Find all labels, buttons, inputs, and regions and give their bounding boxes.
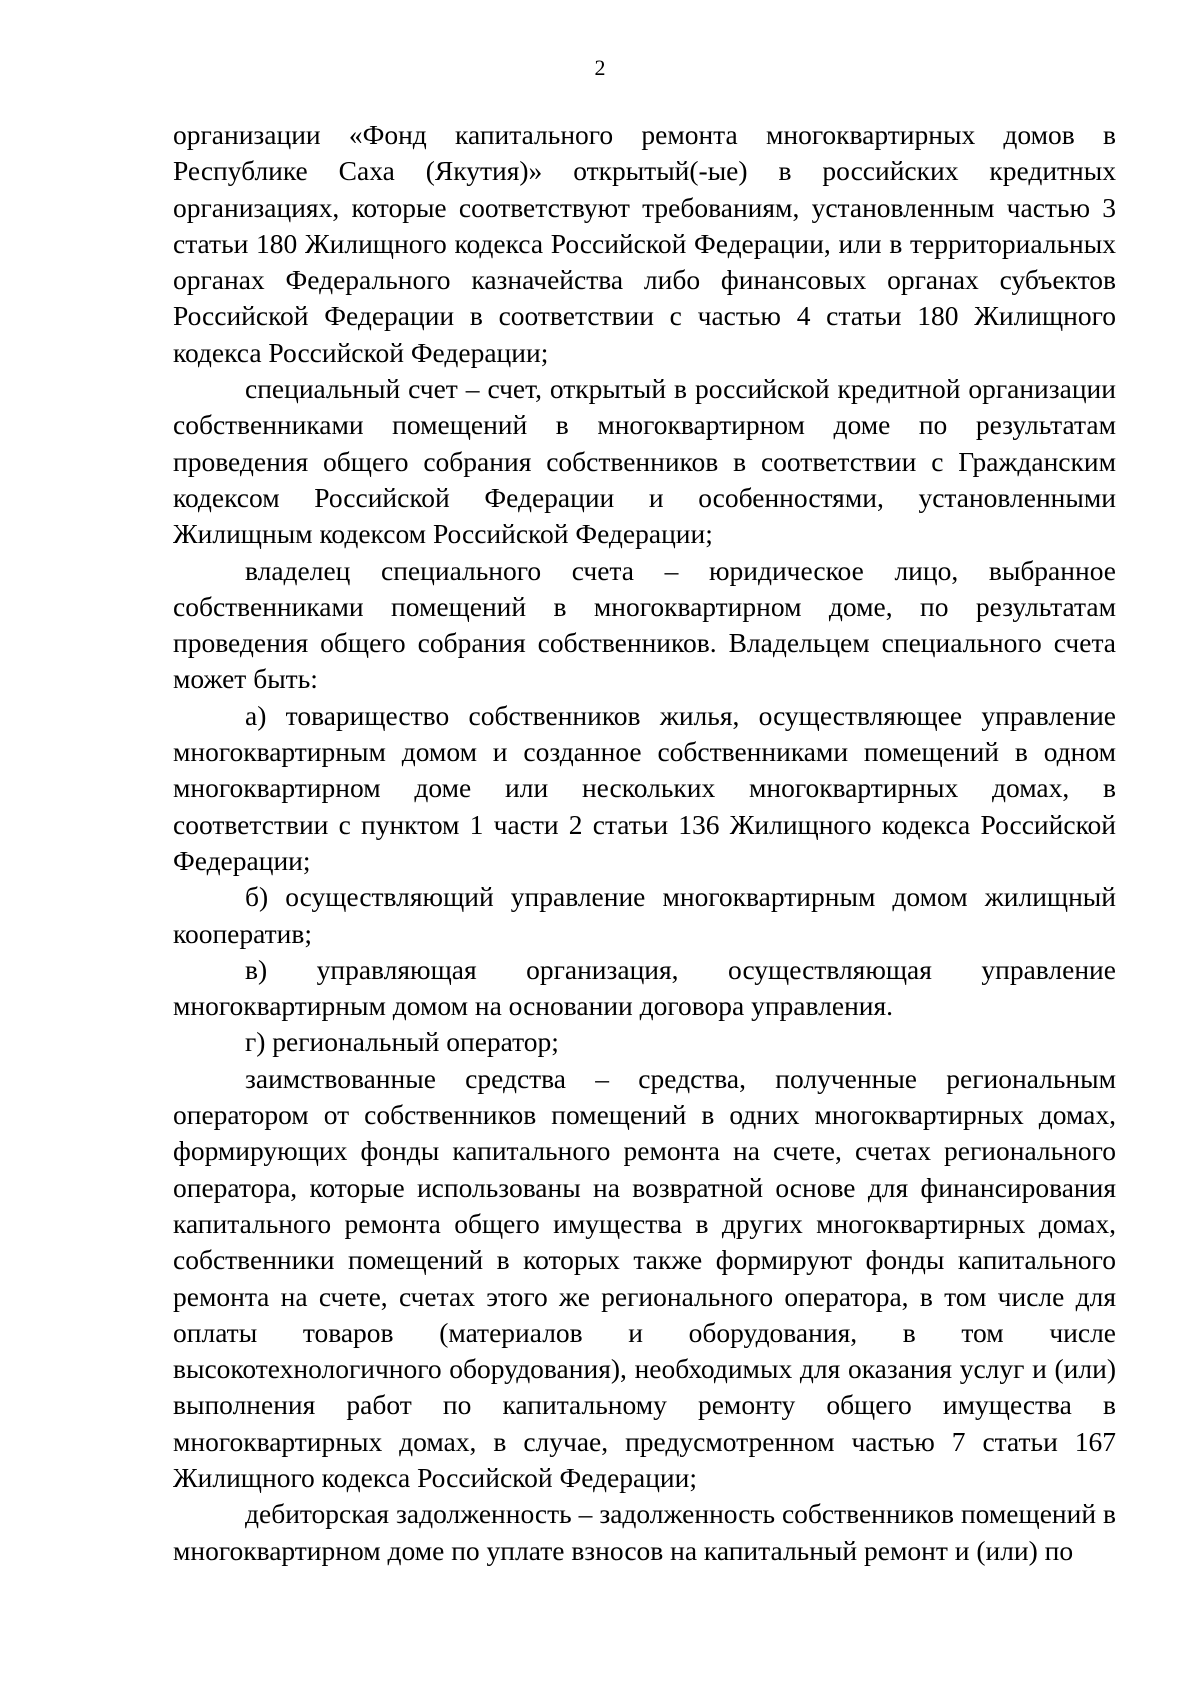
- page-number: 2: [594, 55, 606, 80]
- document-body: [173, 117, 1116, 1569]
- paragraph-fund-accounts: организации «Фонд капитального ремонта многоквартирных домов в Республике Саха (Якутия)» открытый(-ые) в российских кредитных организациях, которые соответствуют требованиям, установленным частью 3 статьи 180 Жилищного кодекса Российской Федерации, или в территориальных органах Федерального казначейства либо финансовых органах субъектов Российской Федерации в соответствии с частью 4 статьи 180 Жилищного кодекса Российской Федерации;: [173, 119, 1116, 368]
- paragraph-borrowed-funds: заимствованные средства – средства, полученные региональным оператором от собственников помещений в одних многоквартирных домах, формирующих фонды капитального ремонта на счете, счетах регионального оператора, которые использованы на возвратной основе для финансирования капитального ремонта общего имущества в других многоквартирных домах, собственники помещений в которых также формируют фонды капитального ремонта на счете, счетах этого же регионального оператора, в том числе для оплаты товаров (материалов и оборудования, в том числе высокотехнологичного оборудования), необходимых для оказания услуг и (или) выполнения работ по капитальному ремонту общего имущества в многоквартирных домах, в случае, предусмотренном частью 7 статьи 167 Жилищного кодекса Российской Федерации;: [173, 1062, 1116, 1493]
- paragraph-account-owner: владелец специального счета – юридическое лицо, выбранное собственниками помещений в многоквартирном доме, по результатам проведения общего собрания собственников. Владельцем специального счета может быть:: [173, 554, 1116, 695]
- paragraph-receivables: дебиторская задолженность – задолженность собственников помещений в многоквартирном доме по уплате взносов на капитальный ремонт и (или) по: [173, 1498, 1116, 1566]
- list-item-b: б) осуществляющий управление многоквартирным домом жилищный кооператив;: [173, 881, 1116, 949]
- list-item-v: в) управляющая организация, осуществляющая управление многоквартирным домом на основании договора управления.: [173, 953, 1116, 1022]
- list-item-g: г) региональный оператор;: [245, 1026, 559, 1058]
- paragraph-special-account: специальный счет – счет, открытый в российской кредитной организации собственниками помещений в многоквартирном доме по результатам проведения общего собрания собственников в соответствии с Гражданским кодексом Российской Федерации и особенностями, установленными Жилищным кодексом Российской Федерации;: [173, 373, 1116, 550]
- list-item-a: а) товарищество собственников жилья, осуществляющее управление многоквартирным домом и созданное собственниками помещений в одном многоквартирном доме или нескольких многоквартирных домах, в соответствии с пунктом 1 части 2 статьи 136 Жилищного кодекса Российской Федерации;: [173, 699, 1116, 876]
